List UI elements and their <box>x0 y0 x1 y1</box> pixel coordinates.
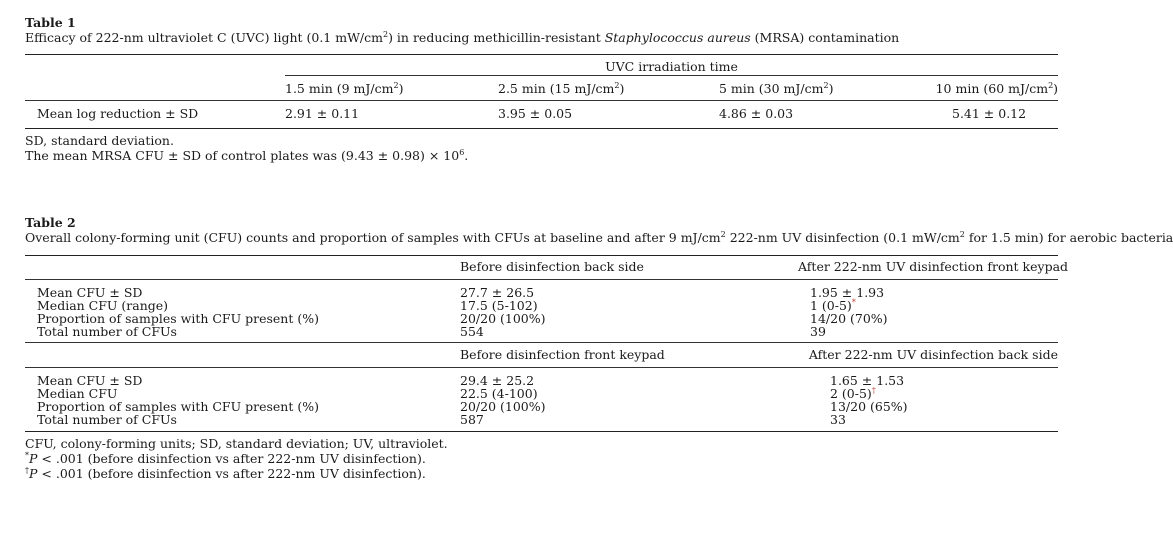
table1-group-header: UVC irradiation time <box>605 59 738 74</box>
table2-row-label: Mean CFU ± SD <box>37 373 143 388</box>
table2-cell: 1.95 ± 1.93 <box>810 285 885 300</box>
table2-footnote: CFU, colony-forming units; SD, standard deviation; UV, ultraviolet. <box>25 436 448 451</box>
table2-col-header: Before disinfection back side <box>460 259 644 274</box>
table2-cell: 554 <box>460 324 484 339</box>
table2-cell: 1 (0-5)* <box>810 297 856 313</box>
table-row <box>25 312 1058 325</box>
table2-block <box>25 215 1173 481</box>
table2-row-label: Median CFU (range) <box>37 298 169 313</box>
table2-row-label: Proportion of samples with CFU present (%) <box>37 399 319 414</box>
table2-cell: 17.5 (5-102) <box>460 298 538 313</box>
table1-cell: 2.91 ± 0.11 <box>285 106 360 121</box>
table2-row-label: Median CFU <box>37 386 118 401</box>
table1-label: Table 1 <box>25 15 76 30</box>
table1-footnote: The mean MRSA CFU ± SD of control plates was $(9.43 \pm 0.98) \times 10^6$. <box>25 147 469 163</box>
table2-bottom-rule <box>25 431 1058 432</box>
table2-cell: 20/20 (100%) <box>460 399 546 414</box>
table2 <box>25 256 1069 427</box>
table1-column-headers <box>25 76 1058 100</box>
table2-col-header: After 222-nm UV disinfection front keypad <box>798 259 1069 274</box>
table1-cell: 5.41 ± 0.12 <box>952 106 1027 121</box>
table2-col-header: After 222-nm UV disinfection back side <box>808 347 1058 362</box>
table2-cell: 33 <box>830 412 846 427</box>
table2-label: Table 2 <box>25 215 76 230</box>
footnote-mark: * <box>851 297 856 307</box>
table1-col-header: 2.5 min (15 $mJ/cm^2$) <box>498 80 625 96</box>
table2-cell: 22.5 (4-100) <box>460 386 538 401</box>
table-row <box>25 400 1058 413</box>
table2-cell: 27.7 ± 26.5 <box>460 285 535 300</box>
table1-row-label: Mean log reduction ± SD <box>37 106 199 121</box>
footnote-mark: † <box>871 385 876 395</box>
table2-caption: Overall colony-forming unit (CFU) counts and proportion of samples with CFUs at baseline and after 9 $mJ/cm^2$ 222-nm UV disinfection (0.1 $mW/cm^2$ for 1.5 min) for aerobic bacteria <box>25 229 1173 245</box>
table2-cell: 14/20 (70%) <box>810 311 888 326</box>
table2-cell: 13/20 (65%) <box>830 399 908 414</box>
table2-section2-header <box>25 343 1058 363</box>
table1-col-header: 1.5 min (9 $mJ/cm^2$) <box>285 80 404 96</box>
table-row <box>25 325 1058 338</box>
table2-row-label: Total number of CFUs <box>37 324 177 339</box>
table2-cell: 39 <box>810 324 826 339</box>
table2-footnote: *P < .001 (before disinfection vs after 222-nm UV disinfection). <box>25 450 426 466</box>
table1-caption: Efficacy of 222-nm ultraviolet C (UVC) light (0.1 $mW/cm^2$) in reducing methicillin-resistant Staphylococcus aureus (MRSA) contamination <box>25 29 900 45</box>
table2-row-label: Mean CFU ± SD <box>37 285 143 300</box>
table2-footnote: †P < .001 (before disinfection vs after 222-nm UV disinfection). <box>25 465 426 481</box>
table2-cell: 587 <box>460 412 484 427</box>
table-row <box>25 101 1058 123</box>
table1 <box>25 55 1058 123</box>
table1-block <box>25 16 1058 163</box>
table2-row-label: Total number of CFUs <box>37 412 177 427</box>
table1-cell: 3.95 ± 0.05 <box>498 106 573 121</box>
document-page <box>25 15 1173 481</box>
table2-cell: 1.65 ± 1.53 <box>830 373 905 388</box>
table-row <box>25 368 1058 387</box>
table2-col-header: Before disinfection front keypad <box>460 347 665 362</box>
table1-footnote: SD, standard deviation. <box>25 133 174 148</box>
table-row <box>25 280 1058 299</box>
table-row <box>25 413 1058 426</box>
table1-bottom-rule <box>25 128 1058 129</box>
table2-row-label: Proportion of samples with CFU present (%) <box>37 311 319 326</box>
table1-col-header: 5 min (30 $mJ/cm^2$) <box>719 80 834 96</box>
table1-col-header: 10 min (60 $mJ/cm^2$) <box>935 80 1059 96</box>
table2-cell: 20/20 (100%) <box>460 311 546 326</box>
table2-cell: 2 (0-5)† <box>830 385 876 401</box>
table2-cell: 29.4 ± 25.2 <box>460 373 535 388</box>
table2-section1-header <box>25 256 1058 276</box>
table1-cell: 4.86 ± 0.03 <box>719 106 794 121</box>
